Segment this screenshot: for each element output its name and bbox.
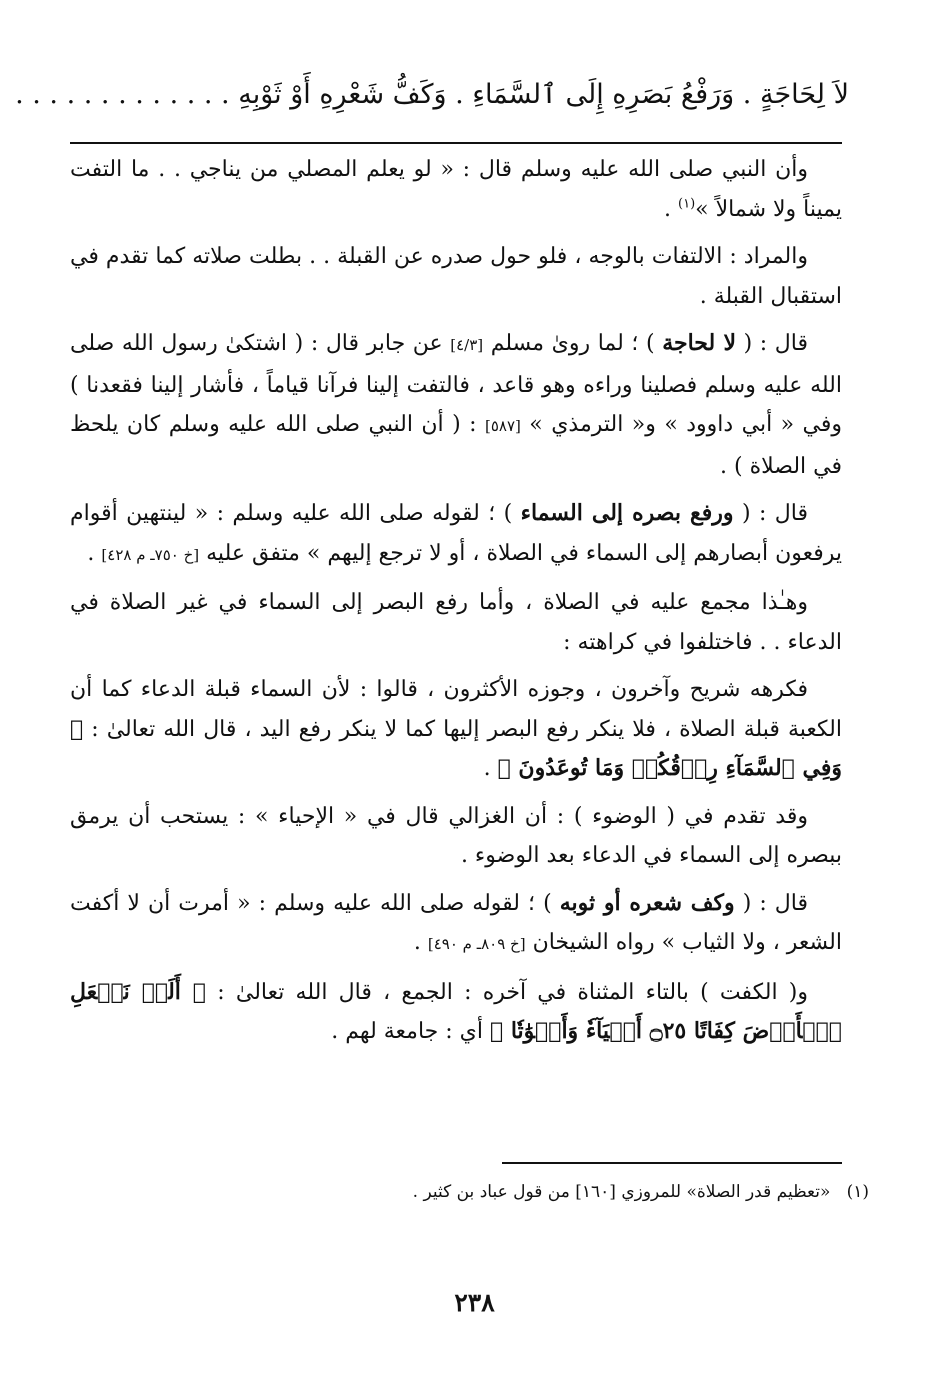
paragraph-3: قال : ( لا لحاجة ) ؛ لما روىٰ مسلم [٤/٣] عن جابر قال : ( اشتكىٰ رسول الله صلى الله عليه وسلم فصلينا وراءه وهو قاعد ، فالتفت إلينا فرآنا قياماً ، فأشار إلينا فقعدنا ) وفي « أبي داوود » و« الترمذي » [٥٨٧] : ( أن النبي صلى الله عليه وسلم كان يلحظ في الصلاة ) . — [70, 330, 843, 479]
matn-quote: ورفع بصره إلى السماء — [520, 500, 734, 526]
footnote-number: (١) — [846, 1182, 869, 1202]
quran-verse: ﴿ أَلَمۡ نَجۡعَلِ ٱلۡأَرۡضَ كِفَاتًا ۝٢٥ أَحۡيَآءٗ وَأَمۡوَٰتٗا ﴾ — [70, 978, 842, 1044]
quran-verse: ﴿ وَفِي ٱلسَّمَآءِ رِزۡقُكُمۡ وَمَا تُوعَدُونَ ﴾ — [70, 715, 842, 781]
paragraph-5: وهـٰذا مجمع عليه في الصلاة ، وأما رفع البصر إلى السماء في غير الصلاة في الدعاء . . فاختلفوا في كراهته : — [70, 590, 842, 655]
footnote: (١) «تعظيم قدر الصلاة» للمروزي [١٦٠] من قول عباد بن كثير . — [412, 1182, 869, 1202]
footnote-marker[interactable]: (١) — [678, 196, 696, 212]
paragraph-8: قال : ( وكف شعره أو ثوبه ) ؛ لقوله صلى الله عليه وسلم : « أمرت أن لا أكفت الشعر ، ولا الثياب » رواه الشيخان [خ ٨٠٩ـ م ٤٩٠] . — [70, 889, 842, 955]
hadith-reference: [خ ٧٥٠ـ م ٤٢٨] — [101, 545, 200, 564]
hadith-reference: [٤/٣] — [450, 336, 484, 354]
footnote-divider — [502, 1162, 842, 1164]
paragraph-2: والمراد : الالتفات بالوجه ، فلو حول صدره عن القبلة . . بطلت صلاته كما تقدم في استقبال القبلة . — [70, 244, 842, 309]
paragraph-4: قال : ( ورفع بصره إلى السماء ) ؛ لقوله صلى الله عليه وسلم : « لينتهين أقوام يرفعون أبصارهم إلى السماء في الصلاة ، أو لا ترجع إليهم » متفق عليه [خ ٧٥٠ـ م ٤٢٨] . — [70, 500, 842, 566]
commentary-body — [70, 150, 842, 1060]
page-number: ٢٣٨ — [454, 1288, 495, 1317]
hadith-reference: [خ ٨٠٩ـ م ٤٩٠] — [427, 935, 526, 953]
matn-quote: وكف شعره أو ثوبه — [559, 889, 735, 916]
header-divider — [70, 142, 842, 144]
footnote-reference: [١٦٠] — [575, 1182, 616, 1202]
matn-quote: لا لحاجة — [662, 330, 737, 356]
matn-line: لاَ لِحَاجَةٍ . وَرَفْعُ بَصَرِهِ إِلَى ٱلسَّمَاءِ . وَكَفُّ شَعْرِهِ أَوْ ثَوْبِهِ . . . . . . . . . . . . . — [15, 79, 849, 110]
paragraph-9: و( الكفت ) بالتاء المثناة في آخره : الجمع ، قال الله تعالىٰ : ﴿ أَلَمۡ نَجۡعَلِ ٱلۡأَرۡضَ كِفَاتًا ۝٢٥ أَحۡيَآءٗ وَأَمۡوَٰتٗا ﴾ أي : جامعة لهم . — [70, 978, 842, 1044]
paragraph-7: وقد تقدم في ( الوضوء ) : أن الغزالي قال في « الإحياء » : يستحب أن يرمق ببصره إلى السماء في الدعاء بعد الوضوء . — [70, 803, 842, 868]
paragraph-6: فكرهه شريح وآخرون ، وجوزه الأكثرون ، قالوا : لأن السماء قبلة الدعاء كما أن الكعبة قبلة الصلاة ، فلا ينكر رفع البصر إليها كما لا ينكر رفع اليد ، قال الله تعالىٰ : ﴿ وَفِي ٱلسَّمَآءِ رِزۡقُكُمۡ وَمَا تُوعَدُونَ ﴾ . — [70, 677, 842, 781]
paragraph-1: وأن النبي صلى الله عليه وسلم قال : « لو يعلم المصلي من يناجي . . ما التفت يميناً ولا شمالاً »$^{(١)}$ . — [70, 157, 842, 222]
hadith-reference: [٥٨٧] — [484, 417, 521, 435]
